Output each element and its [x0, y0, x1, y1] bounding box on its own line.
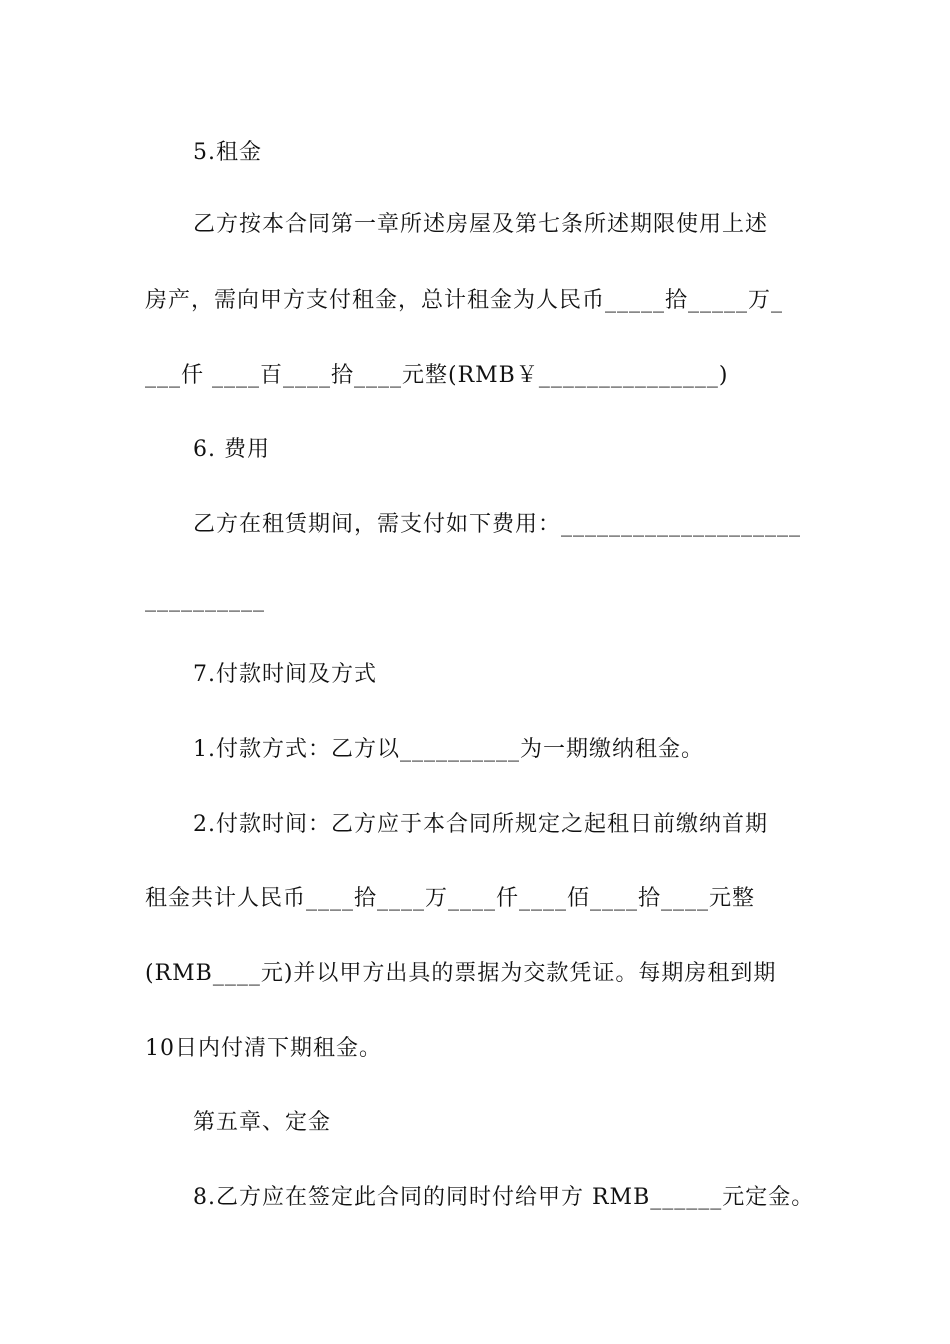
section-heading-payment: 7.付款时间及方式	[193, 662, 377, 687]
paragraph-line: 乙方按本合同第一章所述房屋及第七条所述期限使用上述	[193, 212, 769, 237]
paragraph-line: 10日内付清下期租金。	[145, 1036, 382, 1061]
chapter-heading-deposit: 第五章、定金	[193, 1110, 332, 1135]
paragraph-line: 8.乙方应在签定此合同的同时付给甲方 RMB______元定金。	[193, 1185, 815, 1210]
section-heading-rent: 5.租金	[193, 140, 262, 165]
paragraph-line: (RMB____元)并以甲方出具的票据为交款凭证。每期房租到期	[145, 961, 777, 986]
paragraph-line: 乙方在租赁期间，需支付如下费用：____________________	[193, 512, 802, 537]
paragraph-line: 1.付款方式：乙方以__________为一期缴纳租金。	[193, 737, 704, 762]
paragraph-line: 房产，需向甲方支付租金，总计租金为人民币_____拾_____万_	[145, 288, 784, 313]
paragraph-line: 租金共计人民币____拾____万____仟____佰____拾____元整	[145, 886, 756, 911]
paragraph-line: ___仟 ____百____拾____元整(RMB￥_______________)	[145, 363, 729, 388]
paragraph-line: 2.付款时间：乙方应于本合同所规定之起租日前缴纳首期	[193, 812, 768, 837]
section-heading-fees: 6. 费用	[193, 437, 270, 462]
paragraph-line: __________	[145, 587, 265, 612]
